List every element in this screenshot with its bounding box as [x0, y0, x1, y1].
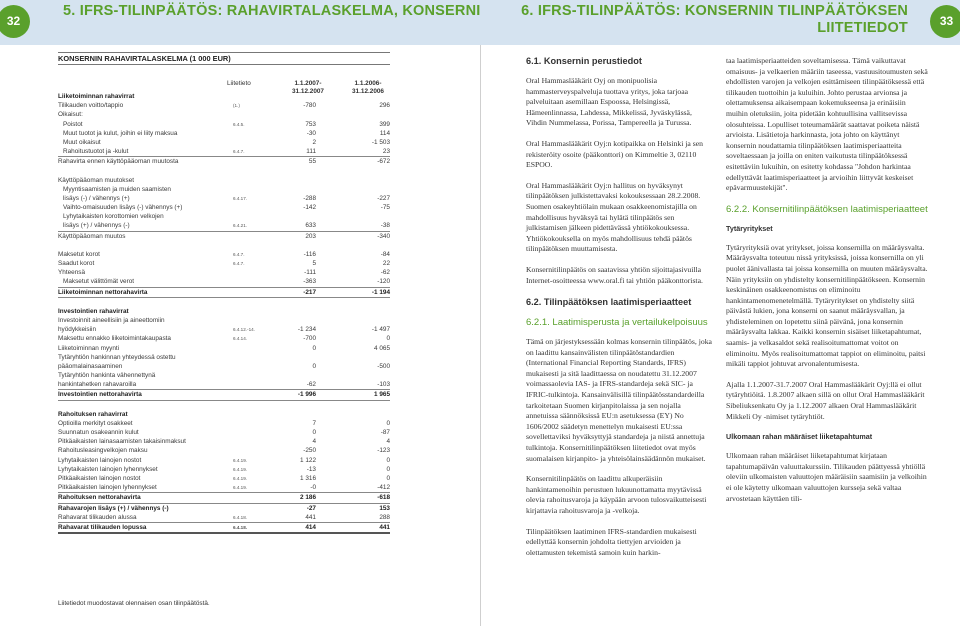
row-label: Investointien nettorahavirta	[58, 391, 142, 399]
row-value-2006: 296	[379, 102, 390, 110]
row-note: 6.4.19.	[233, 457, 248, 463]
cashflow-row	[58, 194, 390, 203]
cashflow-statement	[58, 52, 390, 534]
row-value-2006: 23	[382, 148, 390, 156]
cashflow-row	[58, 504, 390, 513]
paragraph: Konsernitilinpäätös on saatavissa yhtiön sijoittajasivuilla Internet-osoitteessa www.oral.fi tai yhtiön pääkonttorista.	[526, 264, 703, 285]
row-value-2006: -120	[377, 278, 390, 286]
row-value-2007: 5	[312, 260, 316, 267]
row-value-2007: -142	[303, 204, 316, 212]
row-value-2006: -38	[380, 222, 390, 230]
cashflow-row	[58, 307, 390, 316]
cashflow-row	[58, 353, 390, 362]
row-value-2007: -700	[303, 335, 316, 343]
row-note: 6.4.18.	[233, 514, 248, 520]
row-value-2007: -62	[306, 381, 316, 389]
row-label: Rahoituksen nettorahavirta	[58, 494, 141, 502]
text-column-2	[726, 56, 928, 514]
row-note: 6.4.7.	[233, 149, 245, 155]
row-label: lisäys (+) / vähennys (-)	[63, 222, 130, 230]
cashflow-row	[58, 483, 390, 493]
row-value-2007: -13	[306, 465, 316, 473]
cashflow-row	[58, 221, 390, 231]
row-value-2006: -618	[377, 494, 390, 502]
cashflow-row	[58, 92, 390, 101]
row-value-2006: -227	[377, 194, 390, 202]
row-value-2006: -123	[377, 447, 390, 455]
cashflow-row	[58, 334, 390, 343]
row-label: pääomalainasaaminen	[58, 362, 123, 370]
cashflow-row	[58, 419, 390, 428]
row-note: 6.4.5.	[233, 121, 245, 127]
row-value-2007: 0	[312, 344, 316, 352]
row-label: lisäys (-) / vähennys (+)	[63, 194, 130, 202]
row-value-2006: -1 503	[371, 138, 390, 146]
paragraph: Ajalla 1.1.2007-31.7.2007 Oral Hammaslääkärit Oyj:llä ei ollut tytäryhtiöitä. 1.8.2007 alkaen sillä on ollut Oral Hammaslääkärit Sibeliuksenkatu Oy ja 1.12.2007 alkaen Oral Hammaslääkärit Mikkeli Oy -nimiset tytäryhtiöt.	[726, 379, 925, 421]
cashflow-row	[58, 456, 390, 465]
row-value-2006: -87	[380, 429, 390, 436]
cashflow-row	[58, 390, 390, 400]
paragraph: Oral Hammaslääkärit Oyj:n kotipaikka on Helsinki ja sen rekisteröity osoite (pääkonttori) on Kimmeltie 3, 02110 ESPOO.	[526, 138, 703, 170]
row-label: Optioilla merkityt osakkeet	[58, 419, 133, 427]
cashflow-row	[58, 474, 390, 483]
cashflow-row	[58, 250, 390, 259]
cashflow-row	[58, 232, 390, 241]
cashflow-row	[58, 316, 390, 325]
row-label: Maksettu ennakko liiketoimintakaupasta	[58, 335, 171, 343]
row-label: Myyntisaamisten ja muiden saamisten	[63, 185, 171, 193]
header-title-right-line2: LIITETIEDOT	[817, 20, 908, 36]
row-value-2007: -116	[303, 250, 316, 258]
row-label: Pitkäaikaisten lainojen lyhennykset	[58, 484, 157, 492]
row-value-2006: -412	[377, 484, 390, 492]
page-gutter-divider	[480, 45, 481, 626]
row-label: Rahoitusleasingvelkojen maksu	[58, 447, 148, 455]
row-value-2007: 1 316	[300, 474, 316, 482]
row-value-2007: 753	[305, 120, 316, 128]
row-label: Lyhytaikaisten korottomien velkojen	[63, 213, 164, 221]
row-value-2007: -288	[303, 194, 316, 202]
cashflow-row	[58, 203, 390, 212]
cashflow-row	[58, 167, 390, 176]
row-label: Pitkäaikaisten lainojen nostot	[58, 474, 141, 482]
row-value-2007: 55	[308, 158, 316, 166]
cashflow-row	[58, 241, 390, 250]
row-value-2006: 399	[379, 120, 390, 128]
row-value-2007: 2 186	[300, 494, 316, 502]
cashflow-title: KONSERNIN RAHAVIRTALASKELMA (1 000 EUR)	[58, 52, 390, 65]
cashflow-row	[58, 129, 390, 138]
col-header-note: Liitetieto	[227, 80, 251, 87]
row-value-2007: -111	[304, 269, 316, 277]
row-label: Rahavarojen lisäys (+) / vähennys (-)	[58, 504, 169, 512]
cashflow-row	[58, 120, 390, 129]
cashflow-row	[58, 325, 390, 334]
row-label: hyödykkeisiin	[58, 326, 97, 334]
cashflow-row	[58, 147, 390, 157]
row-value-2006: -500	[377, 362, 390, 370]
row-value-2007: -27	[306, 504, 316, 512]
row-label: Poistot	[63, 120, 83, 128]
row-label: Pitkäaikaisten lainasaamisten takaisinmaksut	[58, 438, 186, 446]
cashflow-row	[58, 380, 390, 390]
row-label: Tilikauden voitto/tappio	[58, 102, 124, 110]
row-label: Oikaisut:	[58, 111, 83, 119]
cashflow-row	[58, 465, 390, 474]
row-label: Käyttöpääoman muutokset	[58, 176, 135, 184]
row-value-2006: -672	[377, 158, 390, 166]
page-number-left: 32	[0, 5, 30, 38]
cashflow-row	[58, 259, 390, 268]
row-value-2006: 22	[382, 260, 390, 267]
row-value-2006: -103	[377, 381, 390, 389]
cashflow-row	[58, 110, 390, 119]
row-label: Investoinnit aineellisiin ja aineettomiin	[58, 316, 165, 324]
row-value-2007: -1 234	[297, 326, 316, 334]
cashflow-row	[58, 157, 390, 166]
cashflow-row	[58, 212, 390, 221]
subsection-heading-6-2-2: 6.2.2. Konsernitilinpäätöksen laatimisperiaatteet	[726, 203, 928, 215]
row-value-2006: -340	[377, 232, 390, 240]
cashflow-row	[58, 493, 390, 503]
row-label: Rahavarat tilikauden alussa	[58, 513, 137, 521]
cashflow-row	[58, 371, 390, 380]
row-label: Rahoituksen rahavirrat	[58, 410, 128, 418]
row-label: Lyhytaikaisten lainojen nostot	[58, 456, 142, 464]
cashflow-header	[58, 65, 390, 95]
row-label: Yhteensä	[58, 269, 86, 277]
row-label: Liiketoiminnan nettorahavirta	[58, 288, 148, 296]
cashflow-row	[58, 437, 390, 446]
row-label: Vaihto-omaisuuden lisäys (-) vähennys (+)	[63, 204, 183, 212]
row-label: Tytäryhtiön hankinta vähennettynä	[58, 372, 156, 380]
row-value-2006: -62	[380, 269, 390, 277]
cashflow-row	[58, 101, 390, 110]
paragraph: Oral Hammaslääkärit Oyj:n hallitus on hyväksynyt tilinpäätöksen julkistettavaksi kokouksessaan 28.2.2008. Suomen osakeyhtiölain mukaan osakkeenomistajilla on mahdollisuus hyväksyä tai hylätä tilinpäätös sen julkistamisen jälkeen pidettävässä yhtiökokouksessa. Yhtiökokouksella on myös mahdollisuus tehdä päätös tilinpäätöksen muuttamisesta.	[526, 180, 701, 254]
row-note: 6.4.18.	[233, 524, 248, 530]
row-value-2006: 4	[386, 438, 390, 446]
row-value-2006: 0	[386, 456, 390, 464]
row-value-2006: 4 065	[374, 344, 390, 352]
row-value-2006: 0	[386, 335, 390, 343]
cashflow-row	[58, 138, 390, 147]
row-label: Tytäryhtiön hankinnan yhteydessä ostettu	[58, 353, 176, 361]
row-value-2006: 114	[379, 129, 390, 137]
cashflow-row	[58, 362, 390, 371]
row-label: Saadut korot	[58, 260, 95, 267]
row-value-2007: 441	[305, 513, 316, 521]
row-label: Rahoitustuotot ja -kulut	[63, 148, 129, 156]
cashflow-row	[58, 410, 390, 419]
row-value-2006: 441	[379, 523, 390, 531]
row-note: 6.4.14.	[233, 336, 248, 342]
row-label: Liiketoiminnan rahavirrat	[58, 93, 135, 100]
row-value-2007: 2	[312, 138, 316, 146]
text-column-1	[526, 55, 713, 568]
row-note: (1.)	[233, 103, 240, 109]
section-heading-6-1: 6.1. Konsernin perustiedot	[526, 56, 642, 66]
row-value-2007: 203	[305, 232, 316, 240]
row-value-2007: 0	[312, 362, 316, 370]
cashflow-row	[58, 288, 390, 298]
row-value-2007: 111	[306, 148, 316, 156]
row-value-2007: -1 996	[297, 391, 316, 399]
row-label: Rahavirta ennen käyttöpääoman muutosta	[58, 158, 179, 166]
row-value-2006: 0	[386, 465, 390, 473]
row-value-2007: -363	[303, 278, 316, 286]
row-value-2007: -250	[303, 447, 316, 455]
row-value-2006: 0	[386, 419, 390, 427]
row-label: Maksetut korot	[58, 250, 100, 258]
cashflow-row	[58, 298, 390, 307]
section-heading-6-2: 6.2. Tilinpäätöksen laatimisperiaatteet	[526, 297, 692, 308]
header-title-right	[521, 3, 908, 37]
row-note: 6.4.19.	[233, 475, 248, 481]
cashflow-rows	[58, 92, 390, 534]
col-header-2007: 1.1.2007- 31.12.2007	[292, 80, 324, 95]
row-note: 6.4.7.	[233, 261, 245, 266]
subsection-heading-6-2-1: 6.2.1. Laatimisperusta ja vertailukelpoisuus	[526, 317, 708, 329]
row-label: hankintahetken rahavaroilla	[58, 381, 137, 389]
cashflow-row	[58, 401, 390, 410]
row-label: Lyhytaikaisten lainojen lyhennykset	[58, 465, 158, 473]
row-label: Käyttöpääoman muutos	[58, 232, 126, 240]
row-note: 6.4.12.-14.	[233, 327, 255, 333]
row-value-2006: -75	[380, 204, 390, 212]
paragraph: Oral Hammaslääkärit Oyj on monipuolisia hammasterveyspalveluja tuottava yritys, joka tarjoaa palveluitaan asemillaan Espoossa, Helsingissä, Hämeenlinnassa, Lahdessa, Mikkelissä, Jyväskylässä, Vihdin Nummelassa, Porissa, Tampereella ja Turussa.	[526, 76, 692, 128]
row-value-2006: 153	[379, 504, 390, 512]
cashflow-row	[58, 344, 390, 353]
row-value-2006: 288	[379, 513, 390, 521]
row-note: 6.4.19.	[233, 485, 248, 491]
paragraph: taa laatimisperiaatteiden soveltamisessa. Tämä vaikuttavat omaisuus- ja velkaerien määriin taseessa, vastuusitoumusten sekä ehdollisten varojen ja velkojen esittämiseen tilinpäätöksessä että tilikauden tuottoihin ja kuluihin. Johto perustaa arvionsa ja olettamuksensa aikaisempaan kokemukseensa ja erinäisiin muihin oletuksiin, joita pidetään kohtuullisina vallitsevissa olosuhteissa. Lopulliset toteumamäärät saattavat poiketa näistä arvioista. Lisätietoja harkinnasta, jota johto on käyttänyt konsernin noudattamia tilinpäätöksen laatimisperiaatteita soveltaessaan ja joilla on eniten vaikutusta tilinpäätöksessä esitettäviin lukuihin, on esitetty kohdassa "Johdon harkintaa edellyttävät laatimisperiaatteet ja arvioihin liittyvät keskeiset epävarmuustekijät".	[726, 56, 928, 193]
cashflow-row	[58, 523, 390, 534]
cashflow-row	[58, 268, 390, 277]
paragraph: Tilinpäätöksen laatiminen IFRS-standardien mukaisesti edellyttää konsernin johdolta tiettyjen arvioiden ja olettamusten tekemistä samoin kuin harkin-	[526, 526, 697, 557]
header-title-right-line1: 6. IFRS-TILINPÄÄTÖS: KONSERNIN TILINPÄÄTÖKSEN	[521, 3, 908, 19]
cashflow-row	[58, 185, 390, 194]
row-value-2007: 7	[312, 419, 316, 427]
col-header-2006: 1.1.2006- 31.12.2006	[352, 80, 384, 95]
row-label: Suunnatun osakeannin kulut	[58, 429, 139, 436]
row-value-2006: -1 194	[371, 288, 390, 296]
row-label: Muut tuotot ja kulut, joihin ei liity maksua	[63, 129, 178, 137]
row-value-2007: 633	[305, 222, 316, 230]
row-note: 6.4.19.	[233, 466, 248, 472]
header-title-left: 5. IFRS-TILINPÄÄTÖS: RAHAVIRTALASKELMA, KONSERNI	[63, 3, 481, 19]
row-label: Rahavarat tilikauden lopussa	[58, 523, 147, 531]
cashflow-row	[58, 428, 390, 437]
row-value-2007: 0	[312, 429, 316, 436]
row-value-2007: -30	[306, 129, 316, 137]
row-value-2007: -0	[310, 484, 316, 492]
row-value-2007: 1 122	[300, 456, 316, 464]
row-value-2006: -1 497	[371, 326, 390, 334]
row-value-2007: 414	[305, 523, 316, 531]
row-label: Maksetut välittömät verot	[63, 278, 135, 286]
row-value-2007: -217	[303, 288, 316, 296]
row-label: Muut oikaisut	[63, 138, 101, 146]
row-note: 6.4.7.	[233, 251, 245, 257]
page-number-right: 33	[930, 5, 960, 38]
cashflow-row	[58, 176, 390, 185]
row-value-2006: 1 965	[374, 391, 390, 399]
row-label: Liiketoiminnan myynti	[58, 344, 120, 352]
row-value-2006: 0	[386, 474, 390, 482]
cashflow-row	[58, 446, 390, 455]
cashflow-row	[58, 513, 390, 523]
row-value-2007: -780	[303, 102, 316, 110]
paragraph: Konsernitilinpäätös on laadittu alkuperäisiin hankintamenoihin perustuen lukuunottamatta myytävissä olevia rahoitusvaroja ja käypään arvoon tulosvaikutteisesti kirjattavia rahoitusvaroja ja -velkoja.	[526, 474, 707, 515]
row-note: 6.4.21.	[233, 223, 248, 229]
cashflow-row	[58, 277, 390, 287]
row-note: 6.4.17.	[233, 195, 248, 201]
heading-subsidiaries: Tytäryritykset	[726, 223, 773, 233]
heading-foreign-currency: Ulkomaan rahan määräiset liiketapahtumat	[726, 432, 873, 442]
paragraph: Tytäryrityksiä ovat yritykset, joissa konsernilla on määräysvalta. Määräysvalta toteutuu nissä yrityksissä, joissa konsernilla on yli puolet äänivallasta tai joissa konsernilla on muuten määräysvalta. Näin yrityksiin on yhdistelty konsernitilinpäätökseen. Konsernin keskinäinen osakkeenomistus on eliminoitu hankintamenomenetelmällä. Tytäryritykset on yhdistelty siitä päivästä lukien, jona konserni on saanut määräysvallan, ja yhdisteleminen on lopetettu siinä päivänä, jona konsernin määräysvalta lakkaa. Kaikki konsernin sisäiset liiketapahtumat, saamis- ja velkasaldot sekä realisoitumattomat voitot on eliminoitu. Myös realisoitumattomat tappiot on eliminoitu, paitsi mikäli tappiot johtuvat arvonalentumisesta.	[726, 242, 928, 369]
row-value-2007: 4	[312, 438, 316, 446]
row-value-2006: -84	[380, 250, 390, 258]
cashflow-footnote: Liitetiedot muodostavat olennaisen osan tilinpäätöstä.	[58, 600, 210, 607]
paragraph: Tämä on järjestyksessään kolmas konsernin tilinpäätös, joka on laadittu kansainvälisten tilinpäätöstandardien (International Financial Reporting Standards, IFRS) mukaisesti ja sitä laadittaessa on noudatettu 31.12.2007 voimassaolevia IAS- ja IFRS-standardeja sekä SIC- ja IFRIC-tulkintoja. Kansainvälisillä tilinpäätösstandardeilla tarkoitetaan Suomen kirjanpitolaissa ja sen nojalla annetuissa säännöksissä EU:n asetuksessa (EY) No 1606/2002 säädetyn menettelyn mukaisesti EU:ssa sovellettaviksi hyväksyttyjä standardeja ja niistä annettuja tulkintoja. Konsernitilinpäätöksen liitetiedot ovat myös suomalaisen kirjanpito- ja yhteisölainsäädännön mukaiset.	[526, 337, 712, 463]
paragraph: Ulkomaan rahan määräiset liiketapahtumat kirjataan tapahtumapäivän valuuttakurssiin. Tilikauden päättyessä yhtiöllä oleviin ulkomaisten valuuttojen määräisiin saamisiin ja velkoihin ei ole käytetty ulkomaan valuuttojen kursseja sekä valtaa arvostetaan käyttäen tili-	[726, 451, 927, 503]
row-label: Investointien rahavirrat	[58, 307, 129, 315]
